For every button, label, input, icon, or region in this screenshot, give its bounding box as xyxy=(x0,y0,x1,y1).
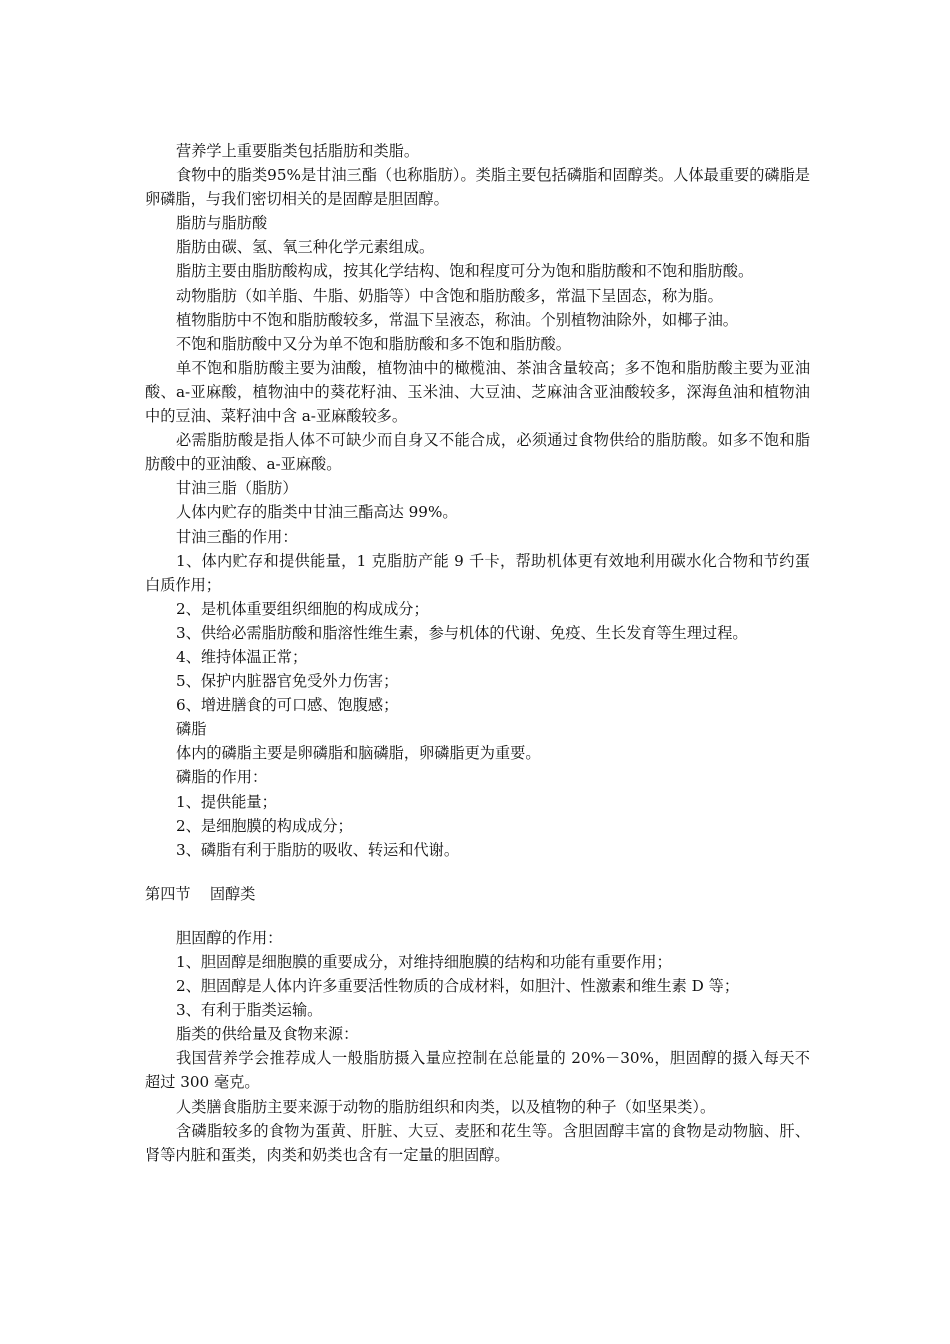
list-item: 4、维持体温正常； xyxy=(176,647,308,666)
list-item: 2、胆固醇是人体内许多重要活性物质的合成材料，如胆汁、性激素和维生素 D 等； xyxy=(176,977,740,996)
list-item: 5、保护内脏器官免受外力伤害； xyxy=(176,672,399,691)
paragraph: 必需脂肪酸是指人体不可缺少而自身又不能合成，必须通过食物供给的脂肪酸。如多不饱和脂肪酸中的亚油酸、a-亚麻酸。 xyxy=(145,431,810,474)
paragraph: 营养学上重要脂类包括脂肪和类脂。 xyxy=(176,142,419,160)
list-item: 1、胆固醇是细胞膜的重要成分，对维持细胞膜的结构和功能有重要作用； xyxy=(176,953,672,971)
paragraph: 体内的磷脂主要是卵磷脂和脑磷脂，卵磷脂更为重要。 xyxy=(176,744,541,763)
subheading: 磷脂 xyxy=(176,720,207,739)
list-item: 1、体内贮存和提供能量，1 克脂肪产能 9 千卡，帮助机体更有效地利用碳水化合物和节约蛋白质作用； xyxy=(145,551,810,594)
paragraph: 人类膳食脂肪主要来源于动物的脂肪组织和肉类，以及植物的种子（如坚果类）。 xyxy=(176,1097,716,1116)
subheading: 脂肪与脂肪酸 xyxy=(176,214,268,233)
paragraph: 脂类的供给量及食物来源： xyxy=(176,1025,359,1044)
paragraph: 含磷脂较多的食物为蛋黄、肝脏、大豆、麦胚和花生等。含胆固醇丰富的食物是动物脑、肝、肾等内脏和蛋类，肉类和奶类也含有一定量的胆固醇。 xyxy=(145,1121,810,1164)
list-item: 3、供给必需脂肪酸和脂溶性维生素，参与机体的代谢、免疫、生长发育等生理过程。 xyxy=(176,623,748,642)
paragraph: 我国营养学会推荐成人一般脂肪摄入量应控制在总能量的 20%－30%，胆固醇的摄入每天不超过 300 毫克。 xyxy=(145,1049,810,1092)
paragraph: 脂肪由碳、氢、氧三种化学元素组成。 xyxy=(176,238,435,257)
paragraph: 磷脂的作用： xyxy=(176,768,268,787)
paragraph: 甘油三酯的作用： xyxy=(176,527,298,546)
list-item: 2、是细胞膜的构成成分； xyxy=(176,816,353,835)
list-item: 2、是机体重要组织细胞的构成成分； xyxy=(176,599,429,618)
document-page xyxy=(145,139,810,1167)
paragraph: 脂肪主要由脂肪酸构成，按其化学结构、饱和程度可分为饱和脂肪酸和不饱和脂肪酸。 xyxy=(176,262,754,281)
spacer xyxy=(145,906,810,926)
list-item: 3、有利于脂类运输。 xyxy=(176,1001,323,1020)
list-item: 3、磷脂有利于脂肪的吸收、转运和代谢。 xyxy=(176,840,460,859)
subheading: 甘油三脂（脂肪） xyxy=(176,479,298,498)
spacer xyxy=(145,862,810,882)
paragraph: 人体内贮存的脂类中甘油三酯高达 99%。 xyxy=(176,503,458,522)
section-heading: 第四节 固醇类 xyxy=(145,884,256,903)
paragraph: 不饱和脂肪酸中又分为单不饱和脂肪酸和多不饱和脂肪酸。 xyxy=(176,334,571,353)
paragraph: 食物中的脂类95%是甘油三酯（也称脂肪）。类脂主要包括磷脂和固醇类。人体最重要的磷脂是卵磷脂，与我们密切相关的是固醇是胆固醇。 xyxy=(145,166,810,209)
list-item: 6、增进膳食的可口感、饱腹感； xyxy=(176,696,399,715)
list-item: 1、提供能量； xyxy=(176,792,277,811)
paragraph: 动物脂肪（如羊脂、牛脂、奶脂等）中含饱和脂肪酸多，常温下呈固态，称为脂。 xyxy=(176,286,723,305)
paragraph: 胆固醇的作用： xyxy=(176,928,283,947)
paragraph: 植物脂肪中不饱和脂肪酸较多，常温下呈液态，称油。个别植物油除外，如椰子油。 xyxy=(176,310,738,329)
paragraph: 单不饱和脂肪酸主要为油酸，植物油中的橄榄油、茶油含量较高；多不饱和脂肪酸主要为亚油酸、a-亚麻酸，植物油中的葵花籽油、玉米油、大豆油、芝麻油含亚油酸较多，深海鱼油和植物油中的豆油、菜籽油中含 a-亚麻酸较多。 xyxy=(145,358,810,426)
